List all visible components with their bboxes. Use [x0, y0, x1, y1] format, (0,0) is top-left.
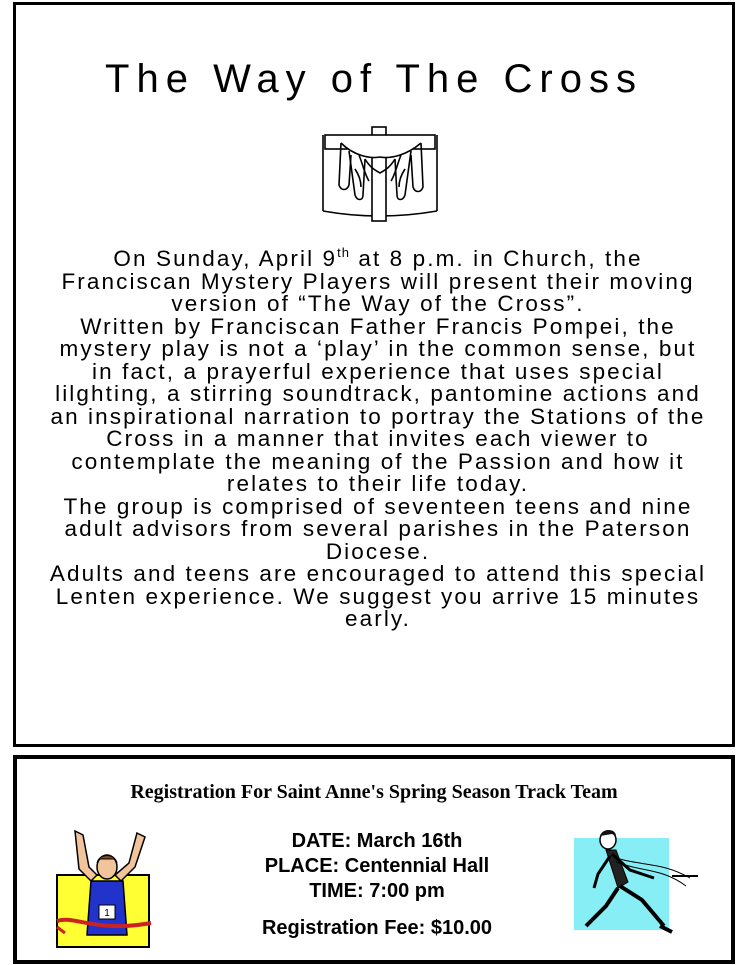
flyer-paragraph-4: Adults and teens are encouraged to attend this special Lenten experience. We suggest you arrive 15 minutes early. — [49, 561, 707, 631]
registration-time: TIME: 7:00 pm — [309, 880, 445, 902]
registration-place: PLACE: Centennial Hall — [264, 855, 490, 877]
registration-title: Registration For Saint Anne's Spring Season Track Team — [130, 781, 618, 803]
sprinter-icon — [572, 826, 702, 936]
registration-fee: Registration Fee: $10.00 — [261, 917, 493, 939]
registration-date: DATE: March 16th — [291, 830, 463, 852]
flyer-paragraph-3: The group is comprised of seventeen teens and nine adult advisors from several parishes in the Paterson Diocese. — [63, 493, 693, 564]
draped-cross-icon — [319, 125, 441, 223]
registration-details — [207, 829, 547, 941]
flyer-title: The Way of The Cross — [105, 57, 643, 101]
flyer-paragraph-1: On Sunday, April 9th at 8 p.m. in Church, the Franciscan Mystery Players will present their moving version of “The Way of the Cross”. — [61, 245, 695, 316]
registration-panel — [13, 755, 735, 964]
runner-bib-number: 1 — [104, 908, 110, 919]
event-flyer-panel — [13, 2, 735, 747]
runner-finish-line-icon — [55, 823, 155, 951]
flyer-paragraph-2: Written by Franciscan Father Francis Pompei, the mystery play is not a ‘play’ in the common sense, but in fact, a prayerful experience that uses special lilghting, a stirring soundtrack, pantomine actions and an inspirational narration to portray the Stations of the Cross in a manner that invites each viewer to contemplate the meaning of the Passion and how it relates to their life today. — [50, 313, 706, 496]
flyer-body — [48, 245, 708, 631]
